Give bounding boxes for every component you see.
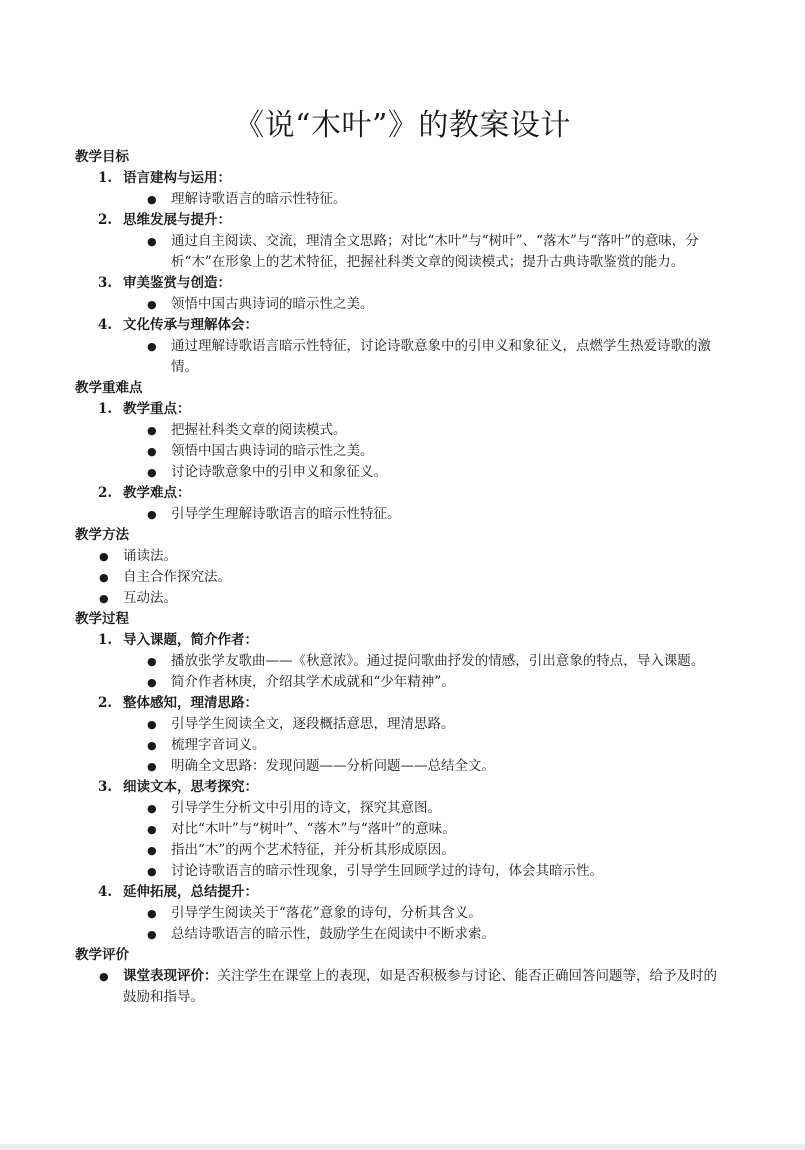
- item-label: 文化传承与理解体会：: [123, 317, 258, 333]
- document-title: 《说“木叶”》的教案设计: [234, 108, 571, 143]
- bullet-icon: ●: [99, 970, 109, 983]
- process-item: [0, 882, 805, 903]
- bullet-item: ● 播放张学友歌曲——《秋意浓》。通过提问歌曲抒发的情感，引出意象的特点，导入课题。: [0, 651, 734, 672]
- evaluation-label: 课堂表现评价：: [123, 968, 218, 984]
- item-label: 导入课题，简介作者：: [123, 632, 258, 648]
- bullet-icon: ●: [147, 928, 157, 941]
- bullet-icon: ●: [147, 865, 157, 878]
- bullet-icon: ●: [147, 193, 157, 206]
- bullet-icon: ●: [99, 571, 109, 584]
- item-number: 4.: [98, 884, 113, 900]
- bullet-item: ● 引导学生阅读关于“落花”意象的诗句，分析其含义。: [0, 903, 734, 924]
- bullet-item: ● 领悟中国古典诗词的暗示性之美。: [0, 441, 734, 462]
- item-label: 教学难点：: [123, 485, 191, 501]
- item-label: 教学重点：: [123, 401, 191, 417]
- bullet-icon: ●: [147, 655, 157, 668]
- section-heading-methods: 教学方法: [75, 527, 129, 543]
- item-label: 整体感知，理清思路：: [123, 695, 258, 711]
- process-item: [0, 693, 805, 714]
- section-heading-objectives: 教学目标: [75, 149, 129, 165]
- bullet-item: ● 互动法。: [0, 588, 723, 609]
- bullet-icon: ●: [147, 907, 157, 920]
- item-number: 1.: [98, 170, 113, 186]
- bullet-icon: ●: [147, 823, 157, 836]
- bullet-icon: ●: [99, 550, 109, 563]
- bullet-item: ● 梳理字音词义。: [0, 735, 734, 756]
- document-body: [0, 147, 805, 1008]
- bullet-item: ● 指出“木”的两个艺术特征，并分析其形成原因。: [0, 840, 734, 861]
- bullet-icon: ●: [147, 718, 157, 731]
- bullet-item: ● 讨论诗歌语言的暗示性现象，引导学生回顾学过的诗句，体会其暗示性。: [0, 861, 734, 882]
- item-label: 审美鉴赏与创造：: [123, 275, 231, 291]
- bullet-item: ● 明确全文思路：发现问题——分析问题——总结全文。: [0, 756, 734, 777]
- section-heading-keypoints: 教学重难点: [75, 380, 143, 396]
- bullet-item: ● 引导学生分析文中引用的诗文，探究其意图。: [0, 798, 734, 819]
- bullet-icon: ●: [147, 760, 157, 773]
- bullet-icon: ●: [147, 844, 157, 857]
- bullet-item: ● 对比“木叶”与“树叶”、“落木”与“落叶”的意味。: [0, 819, 734, 840]
- item-number: 2.: [98, 695, 113, 711]
- process-item: [0, 630, 805, 651]
- bullet-icon: ●: [147, 340, 157, 353]
- bullet-item: ● 把握社科类文章的阅读模式。: [0, 420, 734, 441]
- item-number: 1.: [98, 401, 113, 417]
- bullet-item: ● 通过自主阅读、交流，理清全文思路；对比“木叶”与“树叶”、“落木”与“落叶”的意味，分析“木”在形象上的艺术特征，把握社科类文章的阅读模式；提升古典诗歌鉴赏的能力。: [147, 233, 699, 270]
- bullet-item: ● 引导学生理解诗歌语言的暗示性特征。: [0, 504, 734, 525]
- bullet-icon: ●: [147, 298, 157, 311]
- item-number: 3.: [98, 779, 113, 795]
- item-number: 2.: [98, 212, 113, 228]
- bullet-icon: ●: [147, 508, 157, 521]
- keypoint-item: [0, 483, 805, 504]
- bullet-item: ● 领悟中国古典诗词的暗示性之美。: [0, 294, 734, 315]
- objective-item: [0, 210, 805, 231]
- bullet-icon: ●: [147, 466, 157, 479]
- bullet-item: ● 引导学生阅读全文，逐段概括意思，理清思路。: [0, 714, 734, 735]
- bullet-icon: ●: [147, 445, 157, 458]
- bullet-icon: ●: [147, 235, 157, 248]
- item-number: 1.: [98, 632, 113, 648]
- bullet-icon: ●: [147, 739, 157, 752]
- bullet-item: ● 总结诗歌语言的暗示性，鼓励学生在阅读中不断求索。: [0, 924, 734, 945]
- objective-item: [0, 168, 805, 189]
- bullet-item: ● 课堂表现评价：关注学生在课堂上的表现，如是否积极参与讨论、能否正确回答问题等，给予及时的鼓励和指导。: [99, 968, 717, 1005]
- objective-item: [0, 315, 805, 336]
- page-bottom-edge: [0, 1144, 805, 1150]
- bullet-item: ● 自主合作探究法。: [0, 567, 723, 588]
- keypoint-item: [0, 399, 805, 420]
- bullet-item: ● 通过理解诗歌语言暗示性特征，讨论诗歌意象中的引申义和象征义，点燃学生热爱诗歌的激情。: [147, 338, 711, 375]
- section-heading-process: 教学过程: [75, 611, 129, 627]
- item-number: 3.: [98, 275, 113, 291]
- bullet-item: ● 简介作者林庚，介绍其学术成就和“少年精神”。: [0, 672, 734, 693]
- objective-item: [0, 273, 805, 294]
- item-number: 4.: [98, 317, 113, 333]
- bullet-item: ● 诵读法。: [0, 546, 723, 567]
- process-item: [0, 777, 805, 798]
- bullet-icon: ●: [147, 676, 157, 689]
- bullet-icon: ●: [99, 592, 109, 605]
- bullet-item: ● 理解诗歌语言的暗示性特征。: [0, 189, 734, 210]
- bullet-item: ● 讨论诗歌意象中的引申义和象征义。: [0, 462, 734, 483]
- bullet-icon: ●: [147, 802, 157, 815]
- item-label: 延伸拓展，总结提升：: [123, 884, 258, 900]
- item-label: 语言建构与运用：: [123, 170, 231, 186]
- bullet-icon: ●: [147, 424, 157, 437]
- item-label: 细读文本，思考探究：: [123, 779, 258, 795]
- section-heading-evaluation: 教学评价: [75, 947, 129, 963]
- item-number: 2.: [98, 485, 113, 501]
- item-label: 思维发展与提升：: [123, 212, 231, 228]
